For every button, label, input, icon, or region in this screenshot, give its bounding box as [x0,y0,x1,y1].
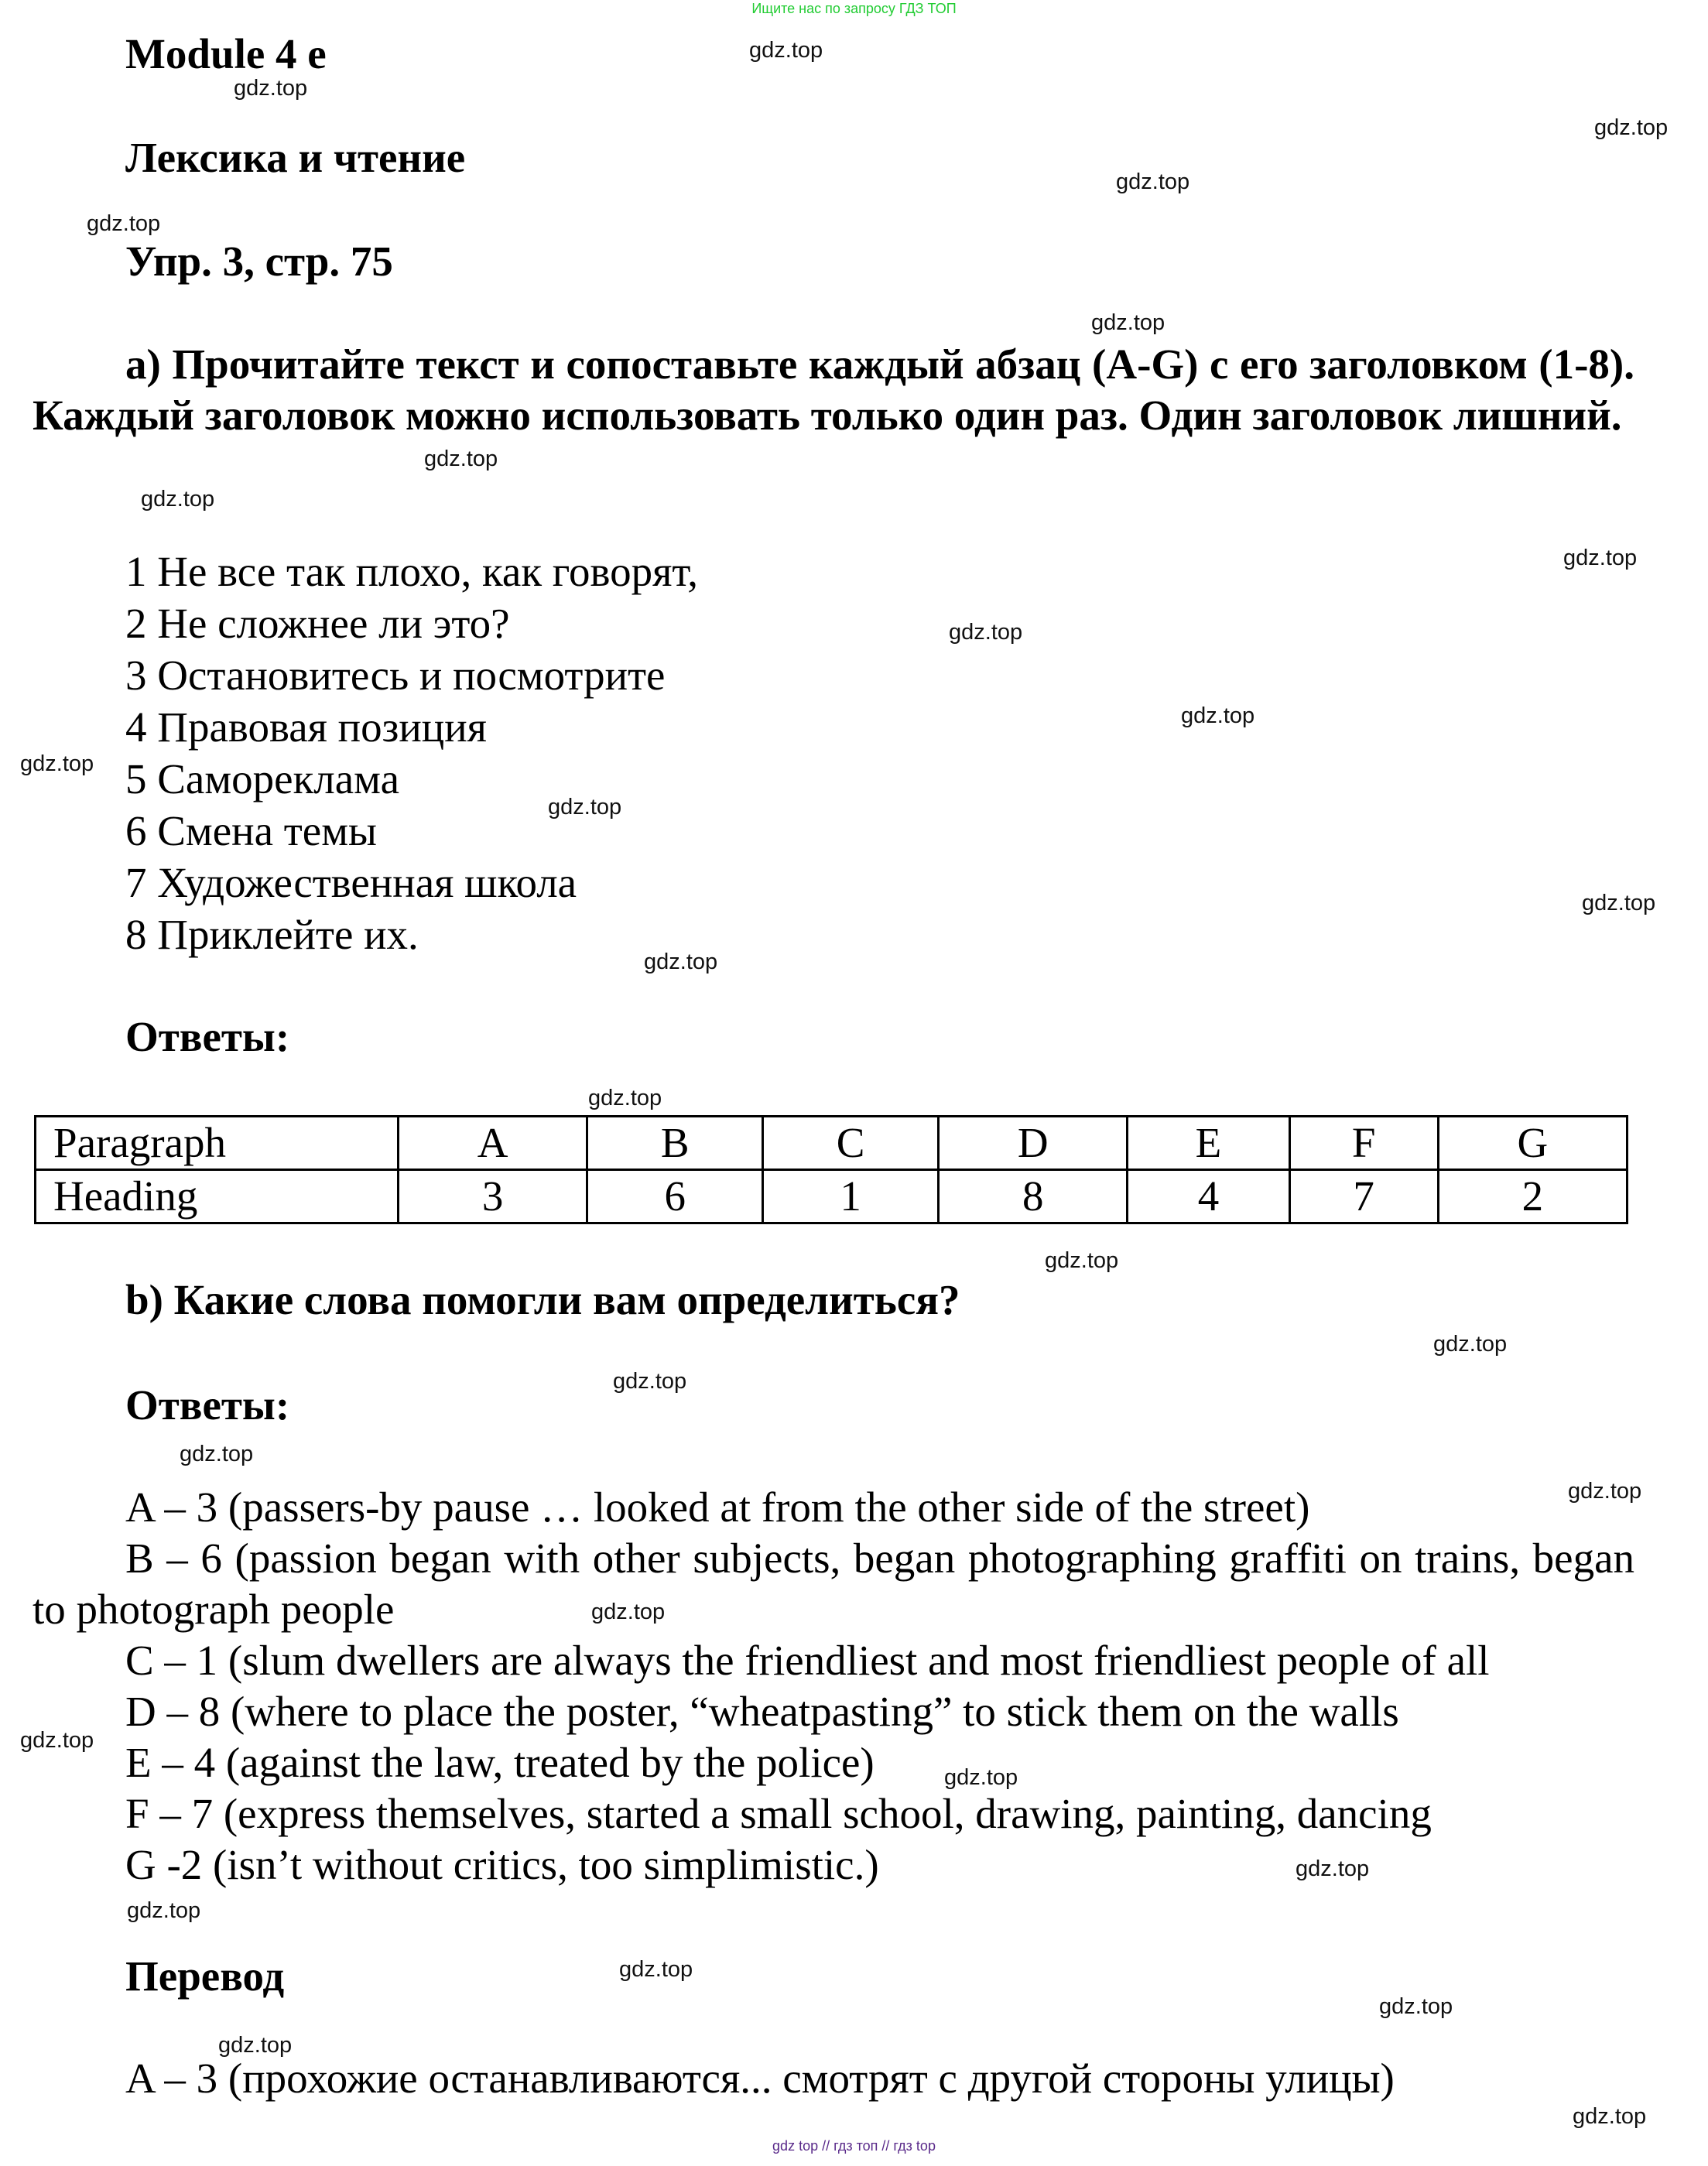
table-cell: 4 [1128,1170,1289,1223]
section-title: Лексика и чтение [125,134,466,181]
watermark: gdz.top [1582,891,1656,915]
watermark: gdz.top [1433,1332,1508,1357]
list-item: B – 6 (passion began with other subjects, began photographing graffiti on trains, began to photograph people [33,1535,1634,1633]
list-item: E – 4 (against the law, treated by the police) [125,1739,875,1786]
watermark: gdz.top [749,38,823,63]
list-item: A – 3 (passers-by pause … looked at from the other side of the street) [125,1483,1310,1531]
watermark: gdz.top [1116,169,1190,194]
watermark: gdz.top [944,1765,1018,1790]
watermark: gdz.top [548,795,622,820]
watermark: gdz.top [619,1957,693,1982]
watermark: gdz.top [1181,703,1255,728]
list-item: F – 7 (express themselves, started a small school, drawing, painting, dancing [125,1790,1432,1837]
watermark: gdz.top [1594,115,1669,140]
list-item: 5 Самореклама [125,755,399,802]
list-item: A – 3 (прохожие останавливаются... смотрят с другой стороны улицы) [125,2055,1395,2102]
list-item: 3 Остановитесь и посмотрите [125,652,666,699]
watermark: gdz.top [127,1898,201,1923]
list-item: D – 8 (where to place the poster, “wheatpasting” to stick them on the walls [125,1688,1399,1735]
table-cell: 7 [1289,1170,1438,1223]
task-b-question: b) Какие слова помогли вам определиться? [125,1276,960,1323]
watermark: gdz.top [424,447,498,471]
table-cell: 2 [1438,1170,1627,1223]
list-item: 1 Не все так плохо, как говорят, [125,548,699,595]
list-item: 4 Правовая позиция [125,703,487,751]
table-cell: 6 [587,1170,763,1223]
watermark: gdz.top [1296,1856,1370,1881]
watermark: gdz.top [1091,310,1165,335]
answers-heading: Ответы: [125,1381,290,1429]
answer-table [34,1115,1628,1224]
table-cell: G [1438,1117,1627,1170]
translation-heading: Перевод [125,1952,285,2000]
watermark: gdz.top [613,1369,687,1394]
watermark: gdz.top [20,751,94,776]
table-cell: D [939,1117,1128,1170]
table-cell: C [763,1117,939,1170]
row-label: Heading [36,1170,399,1223]
answers-b-list [33,1482,1634,1891]
module-title: Module 4 e [125,30,327,77]
list-item: 7 Художественная школа [125,859,577,906]
table-cell: 1 [763,1170,939,1223]
top-banner: Ищите нас по запросу ГДЗ ТОП [751,1,957,16]
footer-watermark: gdz top // гдз топ // гдз top [772,2138,936,2154]
translation-list [33,2053,1634,2104]
watermark: gdz.top [1573,2104,1647,2129]
watermark: gdz.top [591,1600,666,1624]
watermark: gdz.top [644,950,718,974]
table-cell: E [1128,1117,1289,1170]
watermark: gdz.top [1379,1994,1453,2019]
watermark: gdz.top [180,1442,254,1466]
table-cell: B [587,1117,763,1170]
watermark: gdz.top [234,76,308,101]
table-cell: 3 [399,1170,587,1223]
watermark: gdz.top [1563,546,1638,570]
row-label: Paragraph [36,1117,399,1170]
watermark: gdz.top [87,211,161,236]
table-cell: F [1289,1117,1438,1170]
watermark: gdz.top [1568,1479,1642,1504]
list-item: 8 Приклейте их. [125,911,419,958]
watermark: gdz.top [588,1086,662,1110]
table-cell: 8 [939,1170,1128,1223]
watermark: gdz.top [949,620,1023,645]
task-a-instructions: a) Прочитайте текст и сопоставьте каждый абзац (A-G) с его заголовком (1-8). Каждый заголовок можно использовать только один раз. Один заголовок лишний. [33,340,1634,439]
watermark: gdz.top [1045,1248,1119,1273]
list-item: 6 Смена темы [125,807,377,854]
answers-heading: Ответы: [125,1013,290,1060]
list-item: C – 1 (slum dwellers are always the friendliest and most friendliest people of all [125,1637,1490,1684]
table-row [36,1117,1628,1170]
list-item: G -2 (isn’t without critics, too simplimistic.) [125,1841,879,1888]
watermark: gdz.top [20,1728,94,1753]
watermark: gdz.top [218,2033,293,2058]
table-row [36,1170,1628,1223]
table-cell: A [399,1117,587,1170]
watermark: gdz.top [141,487,215,512]
list-item: 2 Не сложнее ли это? [125,600,510,647]
exercise-title: Упр. 3, стр. 75 [125,238,393,285]
